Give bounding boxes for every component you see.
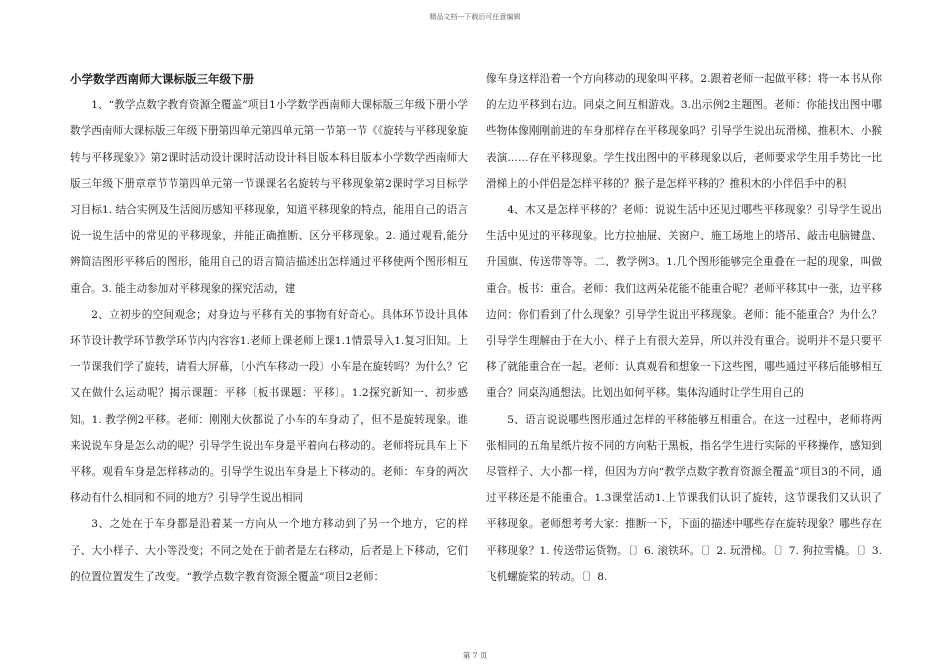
paragraph-3: 3、之处在于车身都是沿着某一方向从一个地方移动到了另一个地方，它的样子、大小样子、大小等没变；不同之处在于前者是左右移动，后者是上下移动，它们的位置位置发生了改变。“教学点数字教育资源全覆盖”项目2老师： [70, 518, 468, 583]
paragraph-4: 4、木又是怎样平移的？老师：说说生活中还见过哪些平移现象？引导学生说出生活中见过的平移现象。比方拉抽屉、关窗户、施工场地上的塔吊、敲击电脑键盘、升国旗、传送带等等。二、教学例3。1.几个图形能够完全重叠在一起的现象，叫做重合。板书：重合。老师：我们这两朵花能不能重合呢？老师平移其中一张，边平移边问：你们看到了什么现象？引导学生说出平移现象。老师：能不能重合？为什么？引导学生理解由于在大小、样子上有很大差异，所以并没有重合。说明并不是只要平移了就能重合在一起。老师：认真观看和想象一下这些图，哪些通过平移后能够相互重合？同桌沟通想法。比划出如何平移。集体沟通时让学生用自己的 [486, 204, 882, 400]
document-title: 小学数学西南师大课标版三年级下册 [70, 72, 254, 86]
page-number: 第 7 页 [462, 651, 488, 660]
paragraph-5: 5、语言说说哪些图形通过怎样的平移能够互相重合。在这一过程中，老师将两张相同的五角星纸片按不同的方向粘于黑板，指名学生进行实际的平移操作，感知到尽管样子、大小都一样，但因为方向“教学点数字教育资源全覆盖”项目3的不同，通过平移还是不能重合。1.3课堂活动1.上节课我们认识了旋转，这节课我们又认识了平移现象。老师想考考大家：推断一下，下面的描述中哪些存在旋转现象？哪些存在平移现象？1. 传送带运货物。〔〕6. 滚铁环。〔〕2. 玩滑梯。〔〕7. 狗拉雪橇。〔〕3. 飞机螺旋桨的转动。〔〕8. [486, 413, 882, 583]
paragraph-2: 2、立初步的空间观念；对身边与平移有关的事物有好奇心。具体环节设计具体环节设计教学环节教学环节内内容容1.老师上课老师上课1.1情景导入1.复习旧知。上一节课我们学了旋转，请看大屏幕，〔小汽车移动一段〕小车是在旋转吗？为什么？它又在做什么运动呢？揭示课题：平移〔板书课题：平移〕。1.2探究新知一、初步感知。1. 教学例2平移。老师：刚刚大伙都说了小车的车身动了，但不是旋转现象。谁来说说车身是怎么动的呢？引导学生说出车身是平着向右移动的。老师将玩具车上下平移。观看车身是怎样移动的。引导学生说出车身是上下移动的。老师：车身的两次移动有什么相同和不同的地方？引导学生说出相同 [70, 308, 468, 505]
paragraph-3-continuation: 像车身这样沿着一个方向移动的现象叫平移。2.跟着老师一起做平移：将一本书从你的左边平移到右边。同桌之间互相游戏。3.出示例2主题图。老师：你能找出图中哪些物体像刚刚前进的车身那样存在平移现象吗？引导学生说出玩滑梯、推积木、小猴表演……存在平移现象。学生找出图中的平移现象以后，老师要求学生用手势比一比滑梯上的小伴侣是怎样平移的？猴子是怎样平移的？推积木的小伴侣手中的积 [486, 73, 882, 190]
page-header: 精品文档---下载后可任意编辑 [429, 13, 521, 21]
paragraph-1: 1、“教学点数字教育资源全覆盖”项目1小学数学西南师大课标版三年级下册小学数学西南师大课标版三年级下册第四单元第四单元第一节第一节《《旋转与平移现象旋转与平移现象》》第2课时活动设计课时活动设计科目版本科目版本小学数学西南师大版三年级下册章章节节第四单元第一节课课名名旋转与平移现象第2课时学习目标学习目标1. 结合实例及生活阅历感知平移现象，知道平移现象的特点，能用自己的语言说一说生活中的常见的平移现象，并能正确推断、区分平移现象。2. 通过观看,能分辨简洁图形平移后的图形，能用自己的语言简洁描述出怎样通过平移使两个图形相互重合。3. 能主动参加对平移现象的探究活动，建 [70, 99, 468, 295]
left-column [70, 66, 468, 590]
right-column [486, 66, 882, 590]
